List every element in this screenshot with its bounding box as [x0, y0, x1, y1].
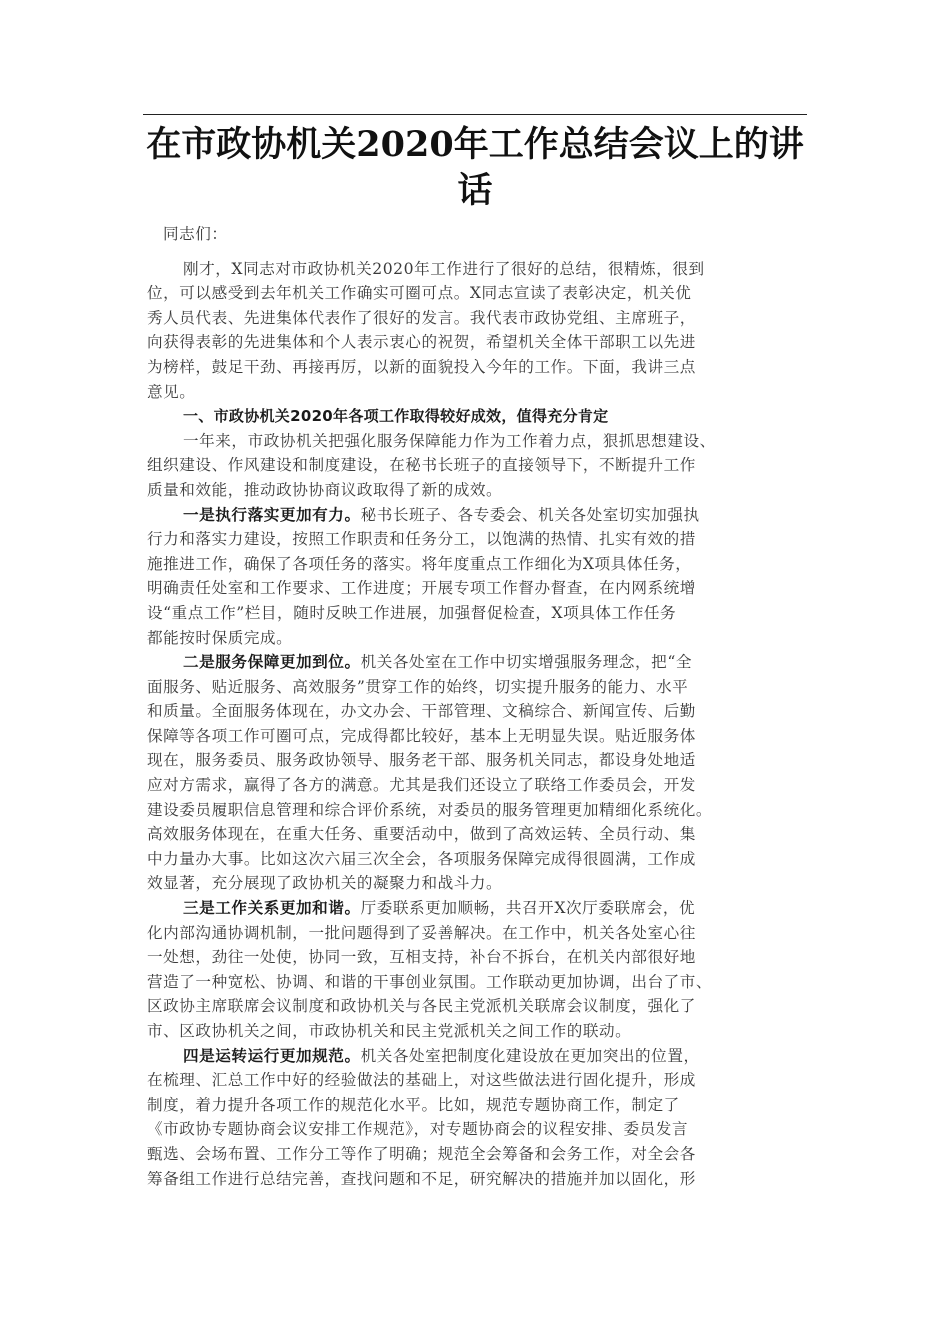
paragraph-line: 高效服务体现在，在重大任务、重要活动中，做到了高效运转、全员行动、集 [147, 825, 696, 844]
paragraph-line: 在梳理、汇总工作中好的经验做法的基础上，对这些做法进行固化提升，形成 [147, 1071, 696, 1090]
point-text: 秘书长班子、各专委会、机关各处室切实加强执 [360, 505, 700, 524]
paragraph-line: 组织建设、作风建设和制度建设，在秘书长班子的直接领导下，不断提升工作 [147, 456, 696, 475]
point-3-paragraph [147, 896, 811, 1044]
paragraph-line: 施推进工作，确保了各项任务的落实。将年度重点工作细化为X项具体任务， [147, 554, 692, 573]
paragraph-line: 现在，服务委员、服务政协领导、服务老干部、服务机关同志，都设身处地适 [147, 751, 696, 770]
point-text: 厅委联系更加顺畅，共召开X次厅委联席会，优 [360, 899, 696, 918]
paragraph-line: 筹备组工作进行总结完善，查找问题和不足，研究解决的措施并加以固化，形 [147, 1169, 696, 1188]
point-text: 机关各处室在工作中切实增强服务理念，把“全 [360, 653, 692, 672]
paragraph-line: 一处想，劲往一处使，协同一致，互相支持，补台不拆台，在机关内部很好地 [147, 948, 696, 967]
header-rule [143, 114, 807, 115]
document-body [147, 222, 811, 1191]
title-line-1: 在市政协机关2020年工作总结会议上的讲 [146, 124, 804, 165]
paragraph-line: 营造了一种宽松、协调、和谐的干事创业氛围。工作联动更加协调，出台了市、 [147, 972, 713, 991]
point-text: 机关各处室把制度化建设放在更加突出的位置， [360, 1046, 700, 1065]
paragraph-line: 明确责任处室和工作要求、工作进度；开展专项工作督办督查，在内网系统增 [147, 579, 696, 598]
document-title [143, 122, 807, 214]
paragraph-line: 中力量办大事。比如这次六届三次全会，各项服务保障完成得很圆满，工作成 [147, 849, 696, 868]
paragraph-line: 秀人员代表、先进集体代表作了很好的发言。我代表市政协党组、主席班子， [147, 308, 696, 327]
point-lead: 三是工作关系更加和谐。 [183, 898, 361, 918]
paragraph-line: 市、区政协机关之间，市政协机关和民主党派机关之间工作的联动。 [147, 1022, 632, 1040]
paragraph-line: 都能按时保质完成。 [147, 628, 293, 647]
paragraph-line: 应对方需求，赢得了各方的满意。尤其是我们还设立了联络工作委员会，开发 [147, 776, 696, 795]
paragraph-line: 面服务、贴近服务、高效服务”贯穿工作的始终，切实提升服务的能力、水平 [147, 677, 689, 696]
point-lead: 四是运转运行更加规范。 [183, 1045, 361, 1065]
paragraph-line [147, 1044, 811, 1069]
section-heading: 一、市政协机关2020年各项工作取得较好成效，值得充分肯定 [183, 407, 609, 426]
paragraph-line: 意见。 [147, 382, 196, 401]
paragraph-line [147, 896, 811, 921]
paragraph-line: 一年来，市政协机关把强化服务保障能力作为工作着力点，狠抓思想建设、 [183, 431, 716, 450]
point-2-paragraph [147, 650, 811, 896]
paragraph-line: 为榜样，鼓足干劲、再接再厉，以新的面貌投入今年的工作。下面，我讲三点 [147, 357, 696, 376]
section-intro-paragraph [147, 429, 811, 503]
paragraph-line: 制度，着力提升各项工作的规范化水平。比如，规范专题协商工作，制定了 [147, 1095, 680, 1114]
paragraph-line: 区政协主席联席会议制度和政协机关与各民主党派机关联席会议制度，强化了 [147, 997, 696, 1016]
salutation: 同志们： [163, 225, 228, 243]
title-line-2: 话 [457, 170, 493, 211]
paragraph-line: 建设委员履职信息管理和综合评价系统，对委员的服务管理更加精细化系统化。 [147, 800, 713, 819]
paragraph-line: 《市政协专题协商会议安排工作规范》，对专题协商会的议程安排、委员发言 [147, 1120, 689, 1139]
paragraph-line: 效显著，充分展现了政协机关的凝聚力和战斗力。 [147, 874, 503, 893]
paragraph-line: 化内部沟通协调机制，一批问题得到了妥善解决。在工作中，机关各处室心往 [147, 923, 696, 942]
point-4-paragraph [147, 1044, 811, 1192]
paragraph-line: 行力和落实力建设，按照工作职责和任务分工，以饱满的热情、扎实有效的措 [147, 530, 696, 549]
paragraph-line: 保障等各项工作可圈可点，完成得都比较好，基本上无明显失误。贴近服务体 [147, 726, 696, 745]
point-lead: 一是执行落实更加有力。 [183, 504, 361, 524]
paragraph-line: 和质量。全面服务体现在，办文办会、干部管理、文稿综合、新闻宣传、后勤 [147, 702, 696, 721]
point-1-paragraph [147, 503, 811, 651]
paragraph-line: 向获得表彰的先进集体和个人表示衷心的祝贺，希望机关全体干部职工以先进 [147, 333, 696, 352]
paragraph-line: 设“重点工作”栏目，随时反映工作进展，加强督促检查，X项具体工作任务 [147, 603, 677, 622]
paragraph-line: 质量和效能，推动政协协商议政取得了新的成效。 [147, 480, 503, 499]
point-lead: 二是服务保障更加到位。 [183, 652, 361, 672]
paragraph-line [147, 503, 811, 528]
paragraph-line: 位，可以感受到去年机关工作确实可圈可点。X同志宣读了表彰决定，机关优 [147, 284, 692, 303]
paragraph-line: 刚才，X同志对市政协机关2020年工作进行了很好的总结，很精炼，很到 [183, 259, 705, 278]
paragraph-line [147, 650, 811, 675]
intro-paragraph [147, 257, 811, 405]
paragraph-line: 甄选、会场布置、工作分工等作了明确；规范全会筹备和会务工作，对全会各 [147, 1144, 696, 1163]
